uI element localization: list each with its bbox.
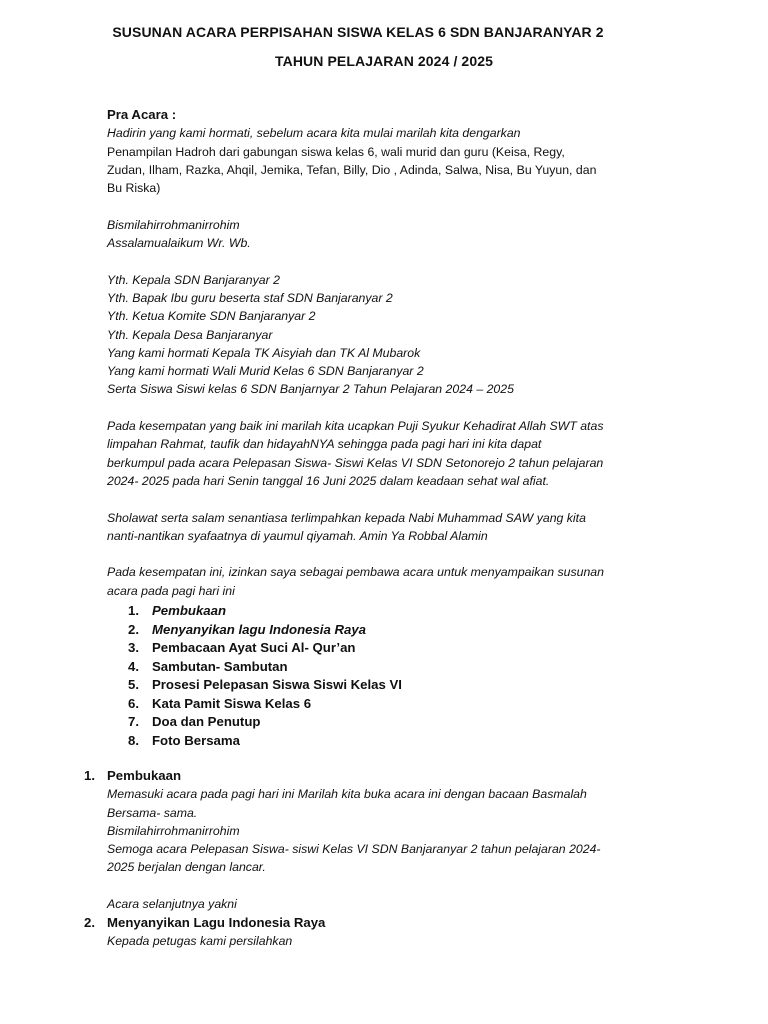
pra-acara-section [107, 106, 667, 600]
respect-line: Yth. Kepala Desa Banjaranyar [107, 327, 273, 342]
section-number: 1. [84, 768, 95, 783]
agenda-item [128, 732, 402, 751]
section-line: Kepada petugas kami persilahkan [107, 934, 293, 949]
intro-line: Penampilan Hadroh dari gabungan siswa kelas 6, wali murid dan guru (Keisa, Regy, [107, 144, 565, 159]
gratitude-line: limpahan Rahmat, taufik dan hidayahNYA sehingga pada pagi hari ini kita dapat [107, 437, 542, 452]
respect-line: Yth. Kepala SDN Banjaranyar 2 [107, 272, 280, 287]
agenda-intro-paragraph [107, 563, 667, 600]
agenda-item-label: Prosesi Pelepasan Siswa Siswi Kelas VI [152, 677, 402, 692]
intro-paragraph [107, 124, 667, 197]
section-number: 2. [84, 915, 95, 930]
gratitude-line: berkumpul pada acara Pelepasan Siswa- Siswi Kelas VI SDN Setonorejo 2 tahun pelajaran [107, 455, 604, 470]
greeting-line: Bismilahirrohmanirrohim [107, 217, 240, 232]
section-line: 2025 berjalan dengan lancar. [107, 860, 266, 875]
agenda-item-number: 8. [128, 732, 139, 748]
agenda-item-number: 2. [128, 621, 139, 637]
document-title-line2: TAHUN PELAJARAN 2024 / 2025 [275, 53, 493, 69]
section-heading [84, 767, 684, 785]
sholawat-line: nanti-nantikan syafaatnya di yaumul qiyamah. Amin Ya Robbal Alamin [107, 528, 488, 543]
section-body [84, 785, 684, 913]
agenda-intro-line: acara pada pagi hari ini [107, 583, 235, 598]
agenda-item [128, 676, 402, 695]
agenda-item-number: 1. [128, 603, 139, 618]
section-line: Semoga acara Pelepasan Siswa- siswi Kelas VI SDN Banjaranyar 2 tahun pelajaran 2024- [107, 842, 601, 857]
pra-acara-heading: Pra Acara : [107, 107, 177, 122]
section-title: Pembukaan [107, 768, 182, 783]
agenda-item-number: 4. [128, 658, 139, 674]
agenda-item-label: Pembukaan [152, 603, 227, 618]
section-title: Menyanyikan Lagu Indonesia Raya [107, 915, 326, 930]
section-indonesia-raya [84, 914, 684, 951]
section-heading [84, 914, 684, 932]
gratitude-line: Pada kesempatan yang baik ini marilah kita ucapkan Puji Syukur Kehadirat Allah SWT atas [107, 419, 604, 434]
respect-line: Yth. Bapak Ibu guru beserta staf SDN Banjaranyar 2 [107, 290, 393, 305]
agenda-item [128, 695, 402, 714]
agenda-item-number: 6. [128, 695, 139, 711]
respect-line: Serta Siswa Siswi kelas 6 SDN Banjarnyar 2 Tahun Pelajaran 2024 – 2025 [107, 382, 514, 397]
greeting-line: Assalamualaikum Wr. Wb. [107, 236, 251, 251]
agenda-intro-line: Pada kesempatan ini, izinkan saya sebagai pembawa acara untuk menyampaikan susunan [107, 565, 604, 580]
agenda-item-label: Pembacaan Ayat Suci Al- Qur’an [152, 640, 356, 655]
intro-line: Hadirin yang kami hormati, sebelum acara kita mulai marilah kita dengarkan [107, 126, 521, 141]
gratitude-line: 2024- 2025 pada hari Senin tanggal 16 Juni 2025 dalam keadaan sehat wal afiat. [107, 473, 550, 488]
section-line: Acara selanjutnya yakni [107, 897, 237, 912]
gratitude-paragraph [107, 417, 667, 490]
section-body [84, 932, 684, 950]
sholawat-line: Sholawat serta salam senantiasa terlimpahkan kepada Nabi Muhammad SAW yang kita [107, 510, 586, 525]
agenda-item [128, 658, 402, 677]
respect-line: Yang kami hormati Wali Murid Kelas 6 SDN Banjaranyar 2 [107, 364, 424, 379]
agenda-item-label: Menyanyikan lagu Indonesia Raya [152, 621, 367, 637]
document-title-line1: SUSUNAN ACARA PERPISAHAN SISWA KELAS 6 SDN BANJARANYAR 2 [112, 24, 604, 40]
intro-line: Zudan, Ilham, Razka, Ahqil, Jemika, Tefan, Billy, Dio , Adinda, Salwa, Nisa, Bu Yuyun, dan [107, 162, 597, 177]
agenda-item [128, 639, 402, 658]
agenda-item-number: 3. [128, 640, 139, 655]
section-pembukaan [84, 767, 684, 913]
agenda-item-label: Foto Bersama [152, 732, 240, 748]
agenda-item-number: 7. [128, 714, 139, 729]
respects-paragraph [107, 271, 667, 399]
section-line: Bismilahirrohmanirrohim [107, 823, 240, 838]
agenda-item-label: Sambutan- Sambutan [152, 658, 288, 674]
greeting-paragraph [107, 216, 667, 253]
respect-line: Yang kami hormati Kepala TK Aisyiah dan TK Al Mubarok [107, 345, 421, 360]
agenda-item [128, 621, 402, 640]
agenda-item-number: 5. [128, 677, 139, 692]
section-line: Bersama- sama. [107, 805, 198, 820]
agenda-list [128, 602, 402, 750]
intro-line: Bu Riska) [107, 181, 161, 196]
agenda-item [128, 713, 402, 732]
respect-line: Yth. Ketua Komite SDN Banjaranyar 2 [107, 309, 316, 324]
agenda-item [128, 602, 402, 621]
section-line: Memasuki acara pada pagi hari ini Marilah kita buka acara ini dengan bacaan Basmalah [107, 787, 587, 802]
agenda-item-label: Doa dan Penutup [152, 714, 261, 729]
agenda-item-label: Kata Pamit Siswa Kelas 6 [152, 695, 312, 711]
sholawat-paragraph [107, 509, 667, 546]
